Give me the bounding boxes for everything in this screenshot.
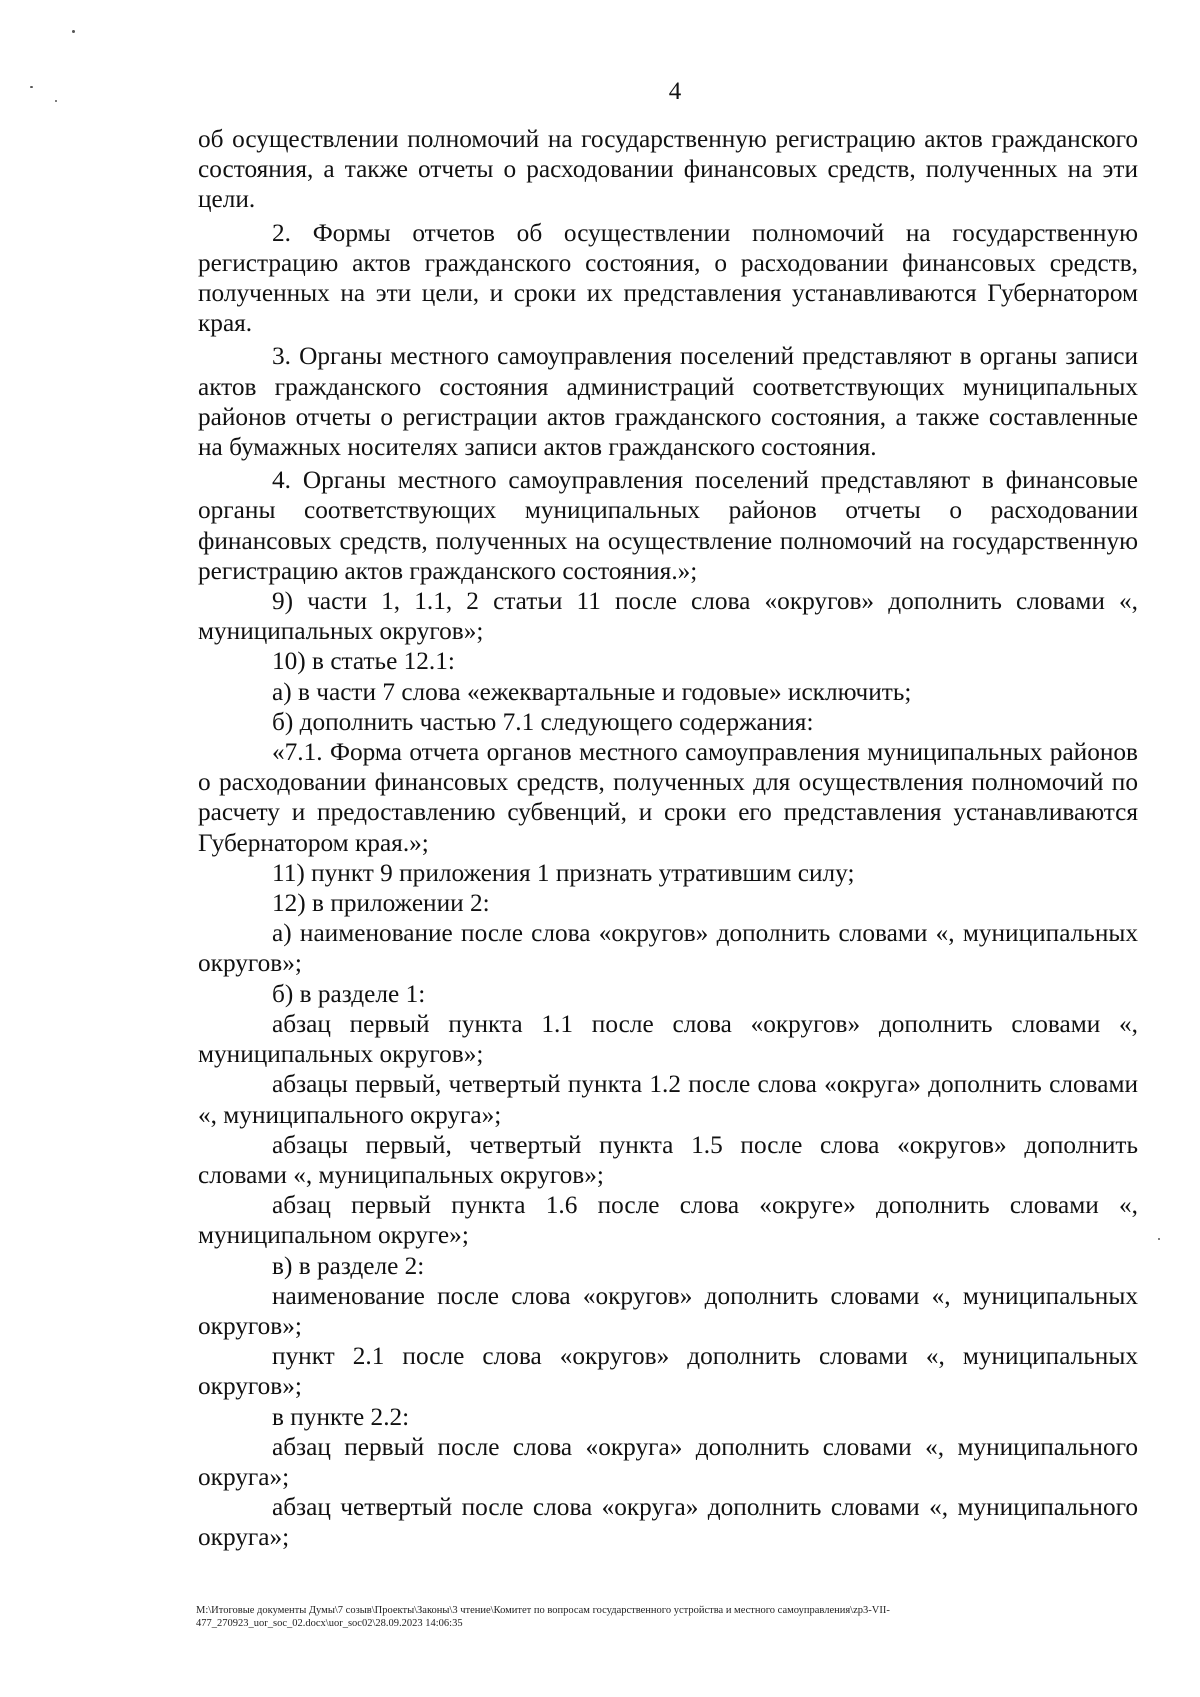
paragraph: абзацы первый, четвертый пункта 1.2 после слова «округа» дополнить словами «, муниципального округа»; [198, 1070, 1138, 1129]
paragraph: в пункте 2.2: [272, 1402, 410, 1431]
paragraph: наименование после слова «округов» дополнить словами «, муниципальных округов»; [198, 1281, 1138, 1340]
paragraph: 10) в статье 12.1: [272, 647, 455, 676]
paragraph: пункт 2.1 после слова «округов» дополнить словами «, муниципальных округов»; [198, 1342, 1138, 1401]
paragraph: «7.1. Форма отчета органов местного самоуправления муниципальных районов о расходовании финансовых средств, полученных для осуществления полномочий по расчету и предоставлению субвенций, и сроки его представления устанавливаются Губернатором края.»; [198, 738, 1138, 857]
paragraph: 12) в приложении 2: [272, 889, 490, 918]
scan-speck [30, 86, 33, 88]
paragraph: б) дополнить частью 7.1 следующего содержания: [272, 707, 814, 736]
scan-speck [55, 100, 57, 102]
paragraph: б) в разделе 1: [272, 979, 426, 1008]
scan-speck [1158, 1238, 1160, 1240]
document-body [198, 124, 1138, 1553]
paragraph: абзац первый пункта 1.6 после слова «округе» дополнить словами «, муниципальном округе»; [198, 1191, 1138, 1250]
paragraph: об осуществлении полномочий на государственную регистрацию актов гражданского состояния, а также отчеты о расходовании финансовых средств, полученных на эти цели. [198, 125, 1138, 214]
paragraph: 11) пункт 9 приложения 1 признать утратившим силу; [272, 858, 855, 887]
scan-speck [72, 30, 75, 33]
page-number: 4 [668, 78, 682, 105]
paragraph: абзац четвертый после слова «округа» дополнить словами «, муниципального округа»; [198, 1493, 1138, 1552]
file-path-footer [196, 1604, 1146, 1630]
paragraph: 3. Органы местного самоуправления поселений представляют в органы записи актов гражданского состояния администраций соответствующих муниципальных районов отчеты о регистрации актов гражданского состояния, а также составленные на бумажных носителях записи актов гражданского состояния. [198, 342, 1138, 462]
paragraph: абзацы первый, четвертый пункта 1.5 после слова «округов» дополнить словами «, муниципальных округов»; [198, 1130, 1138, 1189]
paragraph: 9) части 1, 1.1, 2 статьи 11 после слова «округов» дополнить словами «, муниципальных округов»; [198, 587, 1138, 646]
footer-line: 477_270923_uor_soc_02.docx\uor_soc02\28.09.2023 14:06:35 [196, 1618, 463, 1629]
paragraph: 4. Органы местного самоуправления поселений представляют в финансовые органы соответствующих муниципальных районов отчеты о расходовании финансовых средств, полученных на осуществление полномочий на государственную регистрацию актов гражданского состояния.»; [198, 466, 1138, 585]
paragraph: а) наименование после слова «округов» дополнить словами «, муниципальных округов»; [198, 919, 1138, 978]
footer-line: M:\Итоговые документы Думы\7 созыв\Проекты\Законы\3 чтение\Комитет по вопросам государственного устройства и местного самоуправления\zp3-VII- [196, 1605, 890, 1616]
paragraph: абзац первый пункта 1.1 после слова «округов» дополнить словами «, муниципальных округов»; [198, 1009, 1138, 1069]
paragraph: абзац первый после слова «округа» дополнить словами «, муниципального округа»; [198, 1432, 1138, 1491]
paragraph: 2. Формы отчетов об осуществлении полномочий на государственную регистрацию актов гражданского состояния, о расходовании финансовых средств, полученных на эти цели, и сроки их представления устанавливаются Губернатором края. [198, 218, 1138, 338]
paragraph: в) в разделе 2: [272, 1251, 425, 1280]
paragraph: а) в части 7 слова «ежеквартальные и годовые» исключить; [272, 677, 912, 706]
